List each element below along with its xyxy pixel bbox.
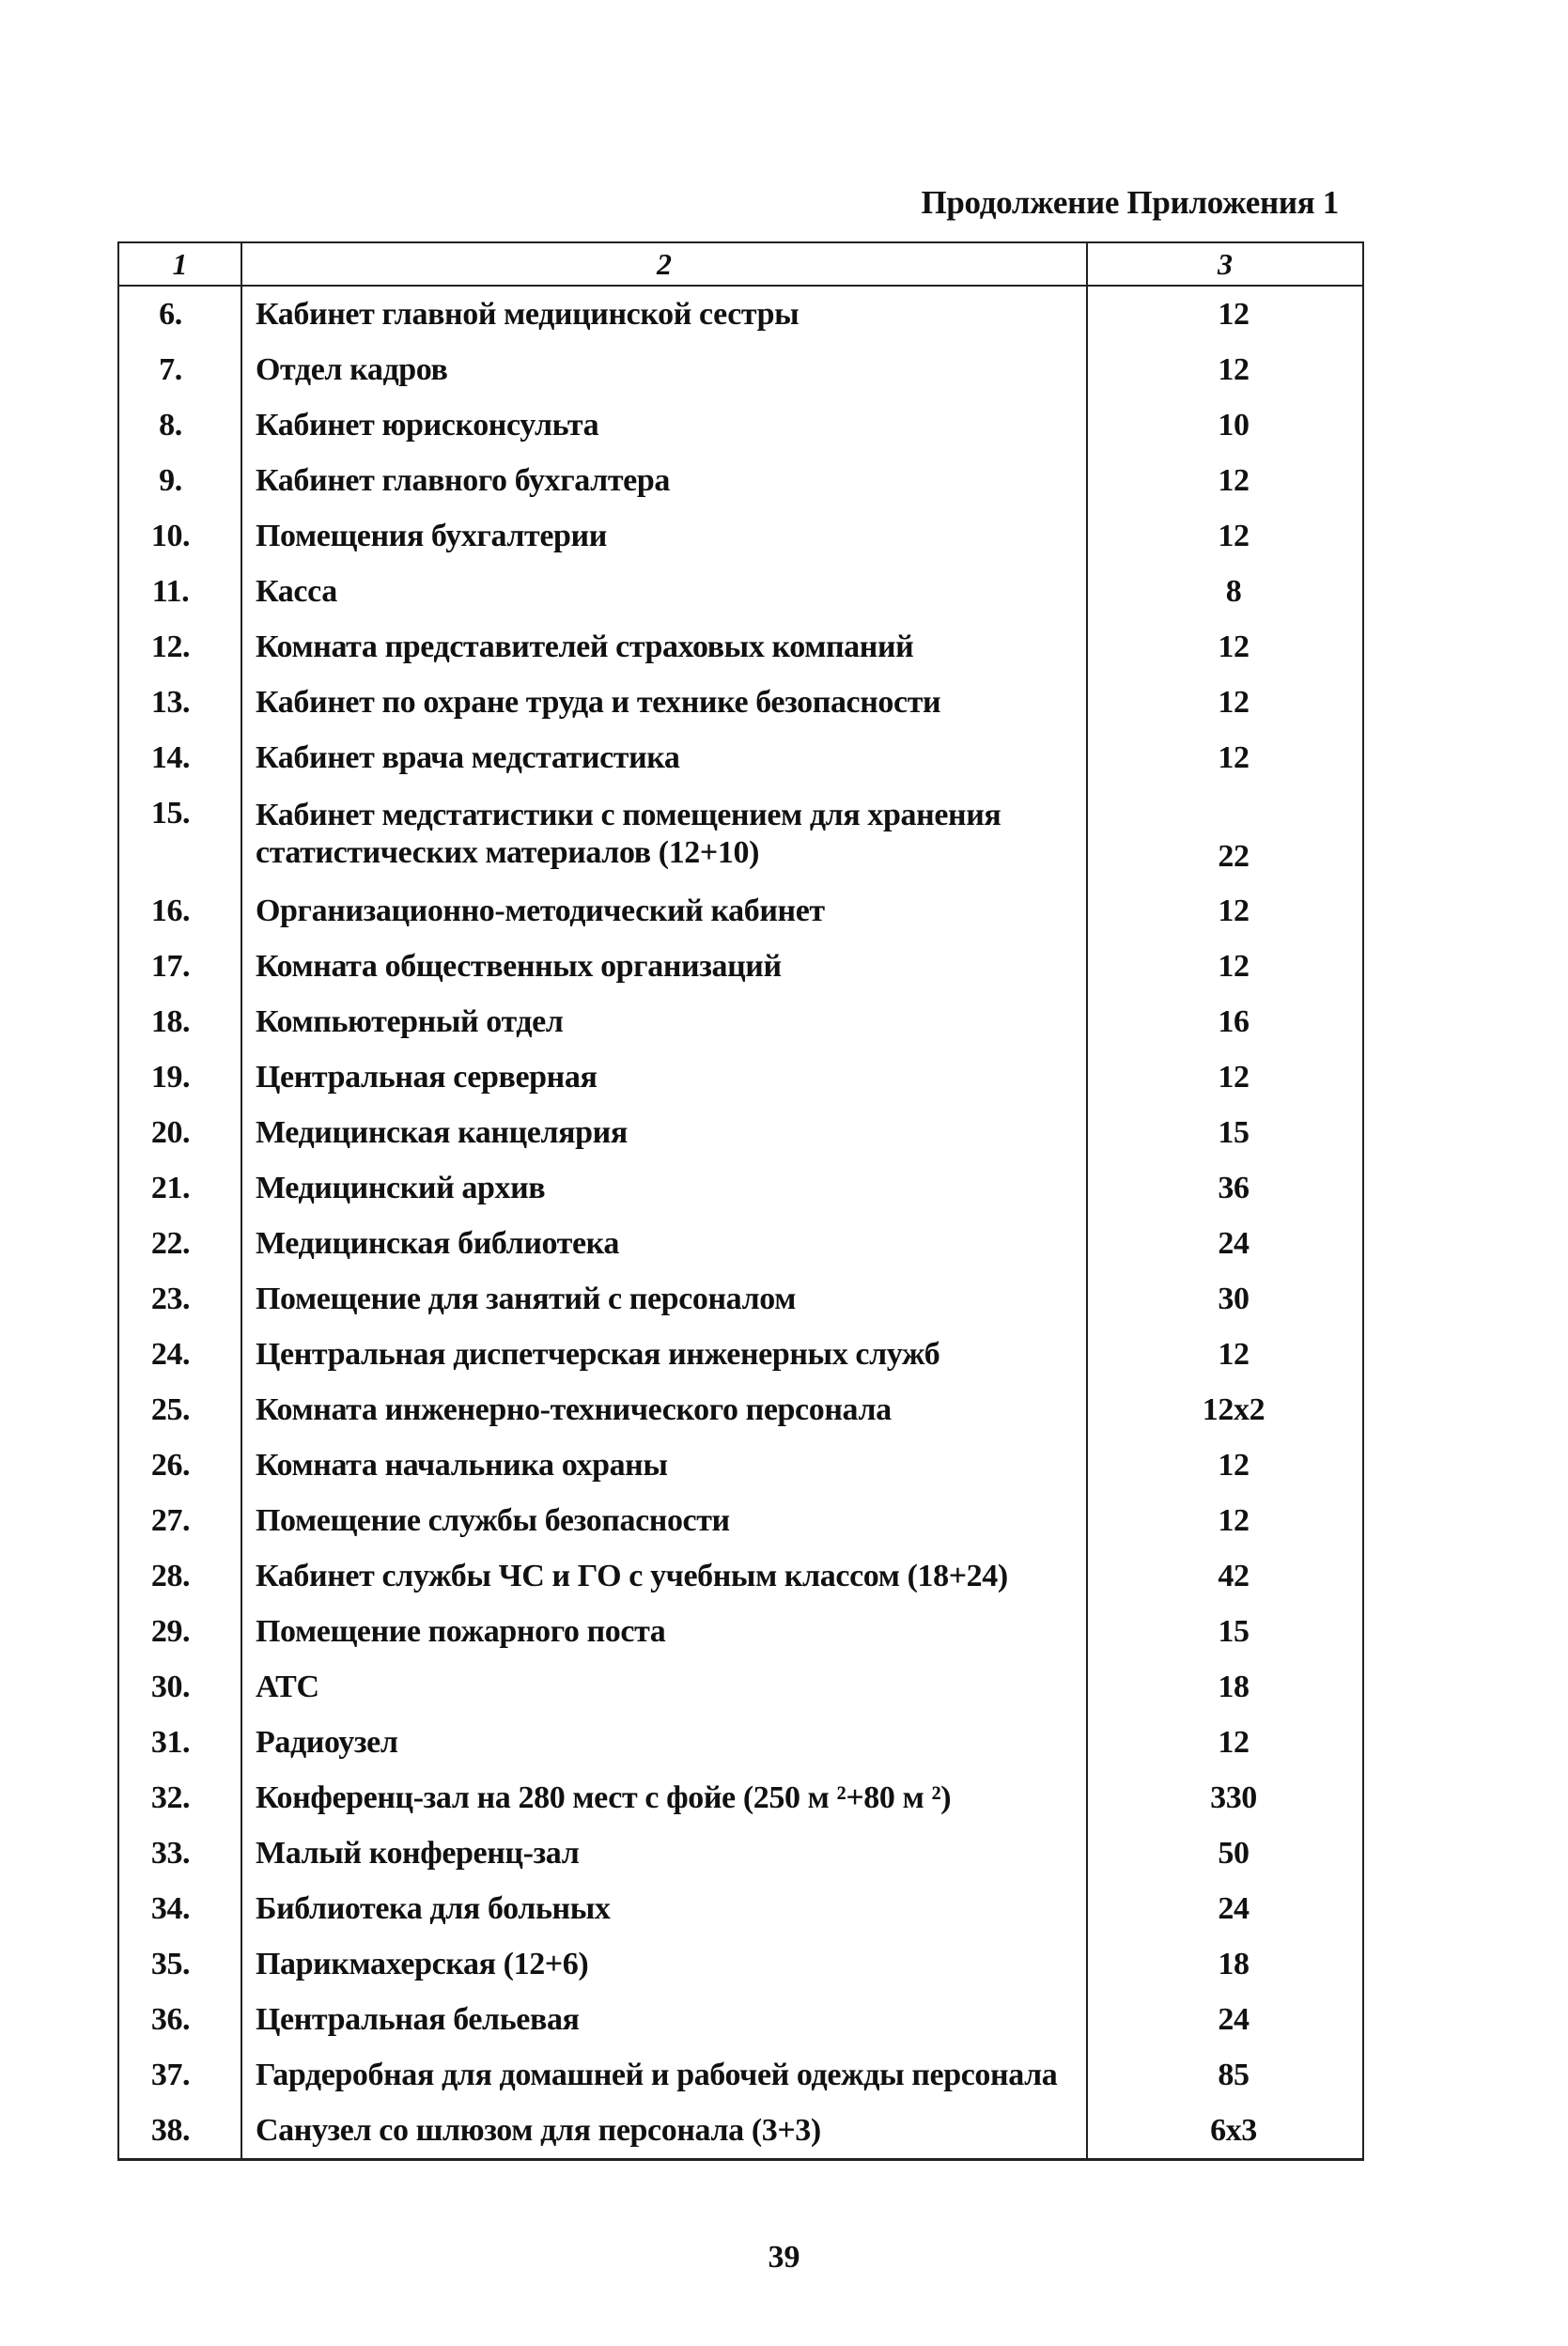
row-number-cell: 8. <box>118 397 241 453</box>
room-name-cell: Кабинет главной медицинской сестры <box>241 286 1087 342</box>
room-name-cell: Конференц-зал на 280 мест с фойе (250 м ²+80 м ²) <box>241 1770 1087 1826</box>
room-name-cell: Кабинет главного бухгалтера <box>241 453 1087 508</box>
table-row <box>118 1659 1363 1715</box>
table-row <box>118 1327 1363 1382</box>
row-number-cell: 29. <box>118 1604 241 1659</box>
table-row <box>118 1881 1363 1936</box>
area-value-cell: 12 <box>1087 883 1363 939</box>
room-name-cell: Кабинет службы ЧС и ГО с учебным классом (18+24) <box>241 1548 1087 1604</box>
area-value-cell: 42 <box>1087 1548 1363 1604</box>
room-name-cell: Кабинет медстатистики с помещением для хранения статистических материалов (12+10) <box>241 785 1087 883</box>
row-number-cell: 10. <box>118 508 241 564</box>
row-number-cell: 14. <box>118 730 241 785</box>
row-number-cell: 6. <box>118 286 241 342</box>
room-name-cell: Медицинская библиотека <box>241 1216 1087 1271</box>
room-name-cell: Касса <box>241 564 1087 619</box>
room-name-cell: Библиотека для больных <box>241 1881 1087 1936</box>
table-row <box>118 939 1363 994</box>
table-row <box>118 2047 1363 2103</box>
table-row <box>118 1271 1363 1327</box>
row-number-cell: 37. <box>118 2047 241 2103</box>
room-name-cell: Центральная бельевая <box>241 1992 1087 2047</box>
room-name-cell: Центральная диспетчерская инженерных служб <box>241 1327 1087 1382</box>
table-row <box>118 1160 1363 1216</box>
area-value-cell: 50 <box>1087 1826 1363 1881</box>
area-value-cell: 12 <box>1087 939 1363 994</box>
table-row <box>118 994 1363 1049</box>
row-number-cell: 25. <box>118 1382 241 1437</box>
row-number-cell: 19. <box>118 1049 241 1105</box>
room-name-cell: Отдел кадров <box>241 342 1087 397</box>
room-name-cell: Помещение службы безопасности <box>241 1493 1087 1548</box>
room-name-cell: АТС <box>241 1659 1087 1715</box>
area-value-cell: 12 <box>1087 1049 1363 1105</box>
table-row <box>118 1493 1363 1548</box>
area-value-cell: 30 <box>1087 1271 1363 1327</box>
area-value-cell: 36 <box>1087 1160 1363 1216</box>
table-row <box>118 397 1363 453</box>
room-name-cell: Кабинет врача медстатистика <box>241 730 1087 785</box>
row-number-cell: 20. <box>118 1105 241 1160</box>
area-value-cell: 12 <box>1087 286 1363 342</box>
area-value-cell: 22 <box>1087 785 1363 883</box>
row-number-cell: 17. <box>118 939 241 994</box>
row-number-cell: 28. <box>118 1548 241 1604</box>
area-value-cell: 85 <box>1087 2047 1363 2103</box>
table-row <box>118 1216 1363 1271</box>
area-value-cell: 16 <box>1087 994 1363 1049</box>
row-number-cell: 27. <box>118 1493 241 1548</box>
row-number-cell: 15. <box>118 785 241 883</box>
row-number-cell: 24. <box>118 1327 241 1382</box>
row-number-cell: 18. <box>118 994 241 1049</box>
table-row <box>118 1770 1363 1826</box>
area-value-cell: 15 <box>1087 1604 1363 1659</box>
table-row <box>118 1715 1363 1770</box>
room-name-cell: Помещения бухгалтерии <box>241 508 1087 564</box>
column-header-name: 2 <box>241 242 1087 286</box>
row-number-cell: 13. <box>118 675 241 730</box>
area-value-cell: 24 <box>1087 1216 1363 1271</box>
area-value-cell: 12 <box>1087 619 1363 675</box>
column-header-number: 1 <box>118 242 241 286</box>
area-value-cell: 15 <box>1087 1105 1363 1160</box>
row-number-cell: 32. <box>118 1770 241 1826</box>
table-row <box>118 1437 1363 1493</box>
table-row <box>118 1826 1363 1881</box>
table-row <box>118 564 1363 619</box>
area-value-cell: 18 <box>1087 1659 1363 1715</box>
table-row <box>118 1936 1363 1992</box>
table-row <box>118 619 1363 675</box>
area-value-cell: 10 <box>1087 397 1363 453</box>
area-value-cell: 24 <box>1087 1881 1363 1936</box>
room-name-cell: Центральная серверная <box>241 1049 1087 1105</box>
table-row <box>118 785 1363 883</box>
area-value-cell: 330 <box>1087 1770 1363 1826</box>
page-number: 39 <box>768 2240 800 2275</box>
room-name-cell: Комната представителей страховых компаний <box>241 619 1087 675</box>
area-value-cell: 12 <box>1087 1493 1363 1548</box>
area-value-cell: 12 <box>1087 1437 1363 1493</box>
row-number-cell: 34. <box>118 1881 241 1936</box>
area-value-cell: 12 <box>1087 1327 1363 1382</box>
table-caption: Продолжение Приложения 1 <box>921 184 1339 221</box>
room-name-cell: Организационно-методический кабинет <box>241 883 1087 939</box>
row-number-cell: 7. <box>118 342 241 397</box>
rooms-table <box>117 241 1364 2161</box>
table-row <box>118 1049 1363 1105</box>
table-row <box>118 1382 1363 1437</box>
rooms-table-container <box>117 241 1362 2161</box>
row-number-cell: 38. <box>118 2103 241 2160</box>
row-number-cell: 22. <box>118 1216 241 1271</box>
area-value-cell: 8 <box>1087 564 1363 619</box>
room-name-cell: Помещение пожарного поста <box>241 1604 1087 1659</box>
row-number-cell: 21. <box>118 1160 241 1216</box>
table-row <box>118 883 1363 939</box>
room-name-cell: Комната общественных организаций <box>241 939 1087 994</box>
row-number-cell: 33. <box>118 1826 241 1881</box>
row-number-cell: 26. <box>118 1437 241 1493</box>
area-value-cell: 12 <box>1087 1715 1363 1770</box>
area-value-cell: 18 <box>1087 1936 1363 1992</box>
table-header-row <box>118 242 1363 286</box>
row-number-cell: 36. <box>118 1992 241 2047</box>
row-number-cell: 12. <box>118 619 241 675</box>
area-value-cell: 6x3 <box>1087 2103 1363 2160</box>
room-name-cell: Компьютерный отдел <box>241 994 1087 1049</box>
area-value-cell: 12x2 <box>1087 1382 1363 1437</box>
table-row <box>118 1105 1363 1160</box>
room-name-cell: Комната начальника охраны <box>241 1437 1087 1493</box>
row-number-cell: 11. <box>118 564 241 619</box>
row-number-cell: 9. <box>118 453 241 508</box>
table-body <box>118 286 1363 2160</box>
room-name-cell: Парикмахерская (12+6) <box>241 1936 1087 1992</box>
row-number-cell: 30. <box>118 1659 241 1715</box>
row-number-cell: 16. <box>118 883 241 939</box>
area-value-cell: 12 <box>1087 675 1363 730</box>
table-row <box>118 342 1363 397</box>
room-name-cell: Медицинская канцелярия <box>241 1105 1087 1160</box>
row-number-cell: 31. <box>118 1715 241 1770</box>
table-row <box>118 1604 1363 1659</box>
table-row <box>118 1548 1363 1604</box>
row-number-cell: 23. <box>118 1271 241 1327</box>
table-row <box>118 286 1363 342</box>
room-name-cell: Радиоузел <box>241 1715 1087 1770</box>
table-row <box>118 453 1363 508</box>
area-value-cell: 12 <box>1087 342 1363 397</box>
table-row <box>118 508 1363 564</box>
area-value-cell: 12 <box>1087 508 1363 564</box>
room-name-cell: Кабинет по охране труда и технике безопасности <box>241 675 1087 730</box>
table-row <box>118 1992 1363 2047</box>
room-name-cell: Гардеробная для домашней и рабочей одежды персонала <box>241 2047 1087 2103</box>
room-name-cell: Санузел со шлюзом для персонала (3+3) <box>241 2103 1087 2160</box>
table-row <box>118 675 1363 730</box>
area-value-cell: 12 <box>1087 453 1363 508</box>
room-name-cell: Малый конференц-зал <box>241 1826 1087 1881</box>
room-name-cell: Медицинский архив <box>241 1160 1087 1216</box>
room-name-cell: Комната инженерно-технического персонала <box>241 1382 1087 1437</box>
row-number-cell: 35. <box>118 1936 241 1992</box>
table-row <box>118 730 1363 785</box>
room-name-cell: Кабинет юрисконсульта <box>241 397 1087 453</box>
area-value-cell: 12 <box>1087 730 1363 785</box>
table-row <box>118 2103 1363 2160</box>
column-header-area: 3 <box>1087 242 1363 286</box>
area-value-cell: 24 <box>1087 1992 1363 2047</box>
room-name-cell: Помещение для занятий с персоналом <box>241 1271 1087 1327</box>
